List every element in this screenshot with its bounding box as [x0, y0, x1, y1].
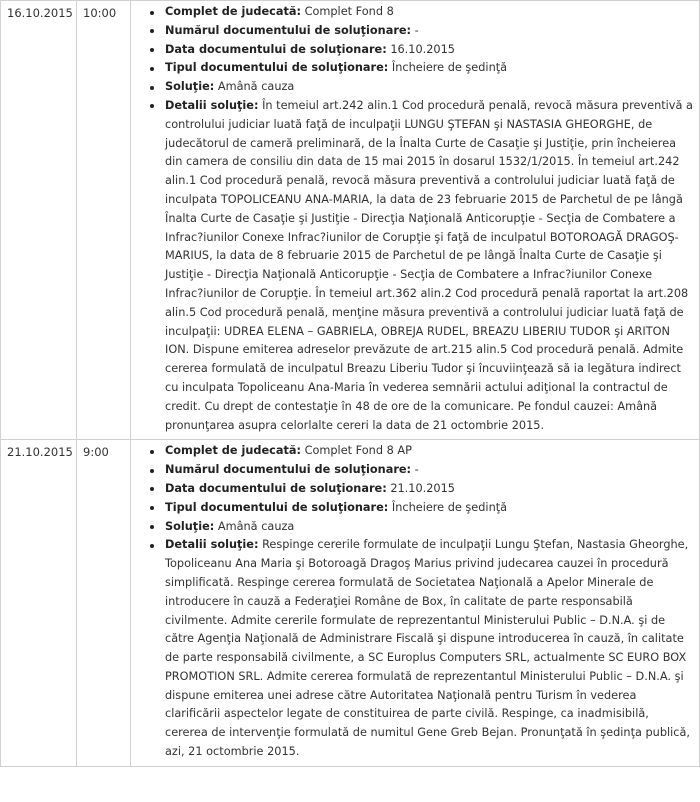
field-label: Data documentului de soluţionare:: [165, 481, 387, 495]
list-item: [148, 536, 693, 762]
field-value: -: [414, 463, 419, 477]
field-value: Încheiere de şedinţă: [391, 61, 508, 75]
field-value: 16.10.2015: [390, 42, 455, 56]
field-value: Complet Fond 8: [304, 5, 394, 18]
list-item: [148, 97, 693, 435]
field-label: Data documentului de soluţionare:: [165, 42, 387, 56]
field-label: Complet de judecată:: [165, 5, 301, 18]
table-row: [1, 440, 700, 767]
field-label: Numărul documentului de soluţionare:: [165, 463, 412, 477]
field-value: Amână cauza: [217, 519, 295, 533]
list-item: [148, 41, 693, 60]
time-cell: [77, 440, 131, 767]
list-item: [148, 59, 693, 78]
solution-details-list: [131, 440, 699, 766]
hearing-date: 21.10.2015: [7, 445, 73, 460]
field-value: În temeiul art.242 alin.1 Cod procedură penală, revocă măsura preventivă a controlului judiciar luată faţă de inculpaţii LUNGU ŞTEFAN şi NASTASIA GHEORGHE, de judecătorul de cameră preliminară, de la Înalta Curte de Casaţie şi Justiţie, prin încheierea din camera de consiliu din data de 15 mai 2015 în dosarul 1532/1/2015. În temeiul art.242 alin.1 Cod procedură penală, revocă măsura preventivă a controlului judiciar luată faţă de inculpata TOPOLICEANU ANA-MARIA, la data de 23 februarie 2015 de Parchetul de pe lângă Înalta Curte de Casaţie şi Justiţie - Direcţia Naţională Anticorupţie - Secţia de Combatere a Infrac?iunilor Conexe Infrac?iunilor de Corupţie şi faţă de inculpatul BOTOROAGĂ DRAGOŞ-MARIUS, la data de 8 februarie 2015 de Parchetul de pe lângă Înalta Curte de Casaţie şi Justiţie - Direcţia Naţională Anticorupţie - Secţia de Combatere a Infrac?iunilor Conexe Infrac?iunilor de Corupţie. În temeiul art.362 alin.2 Cod procedură penală raportat la art.208 alin.5 Cod procedură penală, menţine măsura preventivă a controlului judiciar luată faţă de inculpaţii: UDREA ELENA – GABRIELA, OBREJA RUDEL, BREAZU LIBERIU TUDOR şi ARITON ION. Dispune emiterea adreselor prevăzute de art.215 alin.5 Cod procedură penală. Admite cererea formulată de inculpatul Breazu Liberiu Tudor şi încuviinţează să ia legătura indirect cu inculpata Topoliceanu Ana-Maria în vederea semnării actului adiţional la contractul de credit. Cu drept de contestaţie în 48 de ore de la comunicare. Pe fondul cauzei: Amână pronunţarea asupra celorlalte cereri la data de 21 octombrie 2015.: [165, 98, 693, 432]
list-item: [148, 518, 693, 537]
field-label: Numărul documentului de soluţionare:: [165, 23, 412, 37]
time-cell: [77, 1, 131, 440]
field-label: Tipul documentului de soluţionare:: [165, 61, 389, 75]
list-item: [148, 461, 693, 480]
list-item: [148, 499, 693, 518]
field-value: Complet Fond 8 AP: [304, 444, 412, 458]
date-cell: [1, 440, 77, 767]
field-value: Amână cauza: [217, 80, 295, 94]
table-row: [1, 1, 700, 440]
hearing-time: 10:00: [83, 6, 117, 20]
field-value: Respinge cererile formulate de inculpaţii Lungu Ştefan, Nastasia Gheorghe, Topoliceanu Ana Maria şi Botoroagă Dragoş Marius privind judecarea cauzei în procedură simplificată. Respinge cererea formulată de Societatea Naţională a Apelor Minerale de introducere în cauză a Federaţiei Române de Box, în calitate de parte responsabilă civilmente. Admite cererile formulate de reprezentantul Ministerului Public – D.N.A. şi de către Agenţia Naţională de Administrare Fiscală şi dispune introducerea în cauză, în calitate de parte responsabilă civilmente, a SC Europlus Computers SRL, actualmente SC EURO BOX PROMOTION SRL. Admite cererea formulată de reprezentantul Ministerului Public – D.N.A. şi dispune emiterea unei adrese către Autoritatea Naţională pentru Turism în vederea clarificării aspectelor legate de constituirea de parte civilă. Respinge, ca inadmisibilă, cererea de intervenţie formulată de numitul Gene Greb Bejan. Pronunţată în şedinţa publică, azi, 21 octombrie 2015.: [165, 538, 691, 759]
list-item: [148, 3, 693, 22]
list-item: [148, 480, 693, 499]
details-cell: [131, 440, 700, 767]
field-label: Detalii soluţie:: [165, 98, 259, 112]
hearing-date: 16.10.2015: [7, 6, 73, 20]
solution-details-list: [131, 1, 699, 439]
field-value: 21.10.2015: [390, 481, 455, 495]
field-label: Complet de judecată:: [165, 444, 301, 458]
list-item: [148, 442, 693, 461]
field-value: -: [414, 23, 419, 37]
field-label: Soluţie:: [165, 519, 215, 533]
date-cell: [1, 1, 77, 440]
field-value: Încheiere de şedinţă: [391, 500, 508, 514]
details-cell: [131, 1, 700, 440]
list-item: [148, 22, 693, 41]
field-label: Soluţie:: [165, 80, 215, 94]
field-label: Tipul documentului de soluţionare:: [165, 500, 389, 514]
hearing-time: 9:00: [83, 445, 109, 460]
field-label: Detalii soluţie:: [165, 538, 259, 552]
list-item: [148, 78, 693, 97]
